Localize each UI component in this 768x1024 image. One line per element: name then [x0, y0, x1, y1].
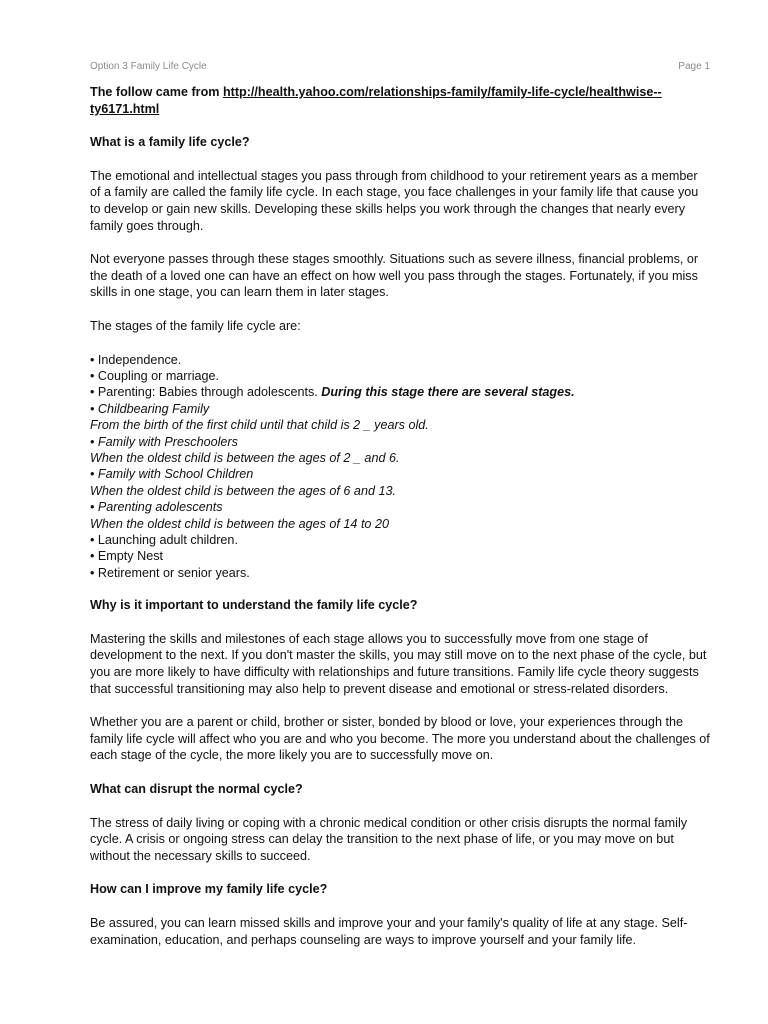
list-item	[90, 384, 710, 400]
header-title: Option 3 Family Life Cycle	[90, 61, 207, 72]
sub-list-description: From the birth of the first child until that child is 2 _ years old.	[90, 418, 429, 433]
paragraph-2: Not everyone passes through these stages smoothly. Situations such as severe illness, financial problems, or the death of a loved one can have an effect on how well you pass through the stages. Fortunately, if you miss skills in one stage, you can learn them in later stages.	[90, 252, 699, 300]
source-prefix: The follow came from	[90, 85, 223, 99]
source-link[interactable]: http://health.yahoo.com/relationships-family/family-life-cycle/healthwise--ty6171.html	[90, 85, 662, 116]
paragraph-6: The stress of daily living or coping with a chronic medical condition or other crisis disrupts the normal family cycle. A crisis or ongoing stress can delay the transition to the next phase of life, or you may move on but without the necessary skills to succeed.	[90, 815, 688, 863]
question-heading-1: What is a family life cycle?	[90, 135, 250, 150]
list-item: • Independence.	[90, 352, 182, 367]
document-page	[90, 58, 710, 965]
list-item-emphasis: During this stage there are several stages.	[321, 385, 575, 400]
source-line	[90, 84, 710, 117]
list-item: • Empty Nest	[90, 549, 163, 564]
paragraph-3: The stages of the family life cycle are:	[90, 318, 301, 333]
sub-list-item: • Family with School Children	[90, 467, 254, 482]
sub-list-description: When the oldest child is between the ages of 14 to 20	[90, 516, 389, 531]
list-item-text: • Parenting: Babies through adolescents.	[90, 385, 322, 400]
paragraph-5: Whether you are a parent or child, brother or sister, bonded by blood or love, your experiences through the family life cycle will affect who you are and who you become. The more you understand about the challenges of each stage of the cycle, the more likely you are to successfully move on.	[90, 715, 710, 763]
running-header	[90, 58, 710, 76]
page-number: Page 1	[678, 61, 710, 72]
sub-list-item: • Parenting adolescents	[90, 500, 223, 515]
question-heading-2: Why is it important to understand the family life cycle?	[90, 598, 418, 613]
list-item: • Launching adult children.	[90, 533, 238, 547]
list-item: • Retirement or senior years.	[90, 565, 250, 580]
sub-list-description: When the oldest child is between the ages of 2 _ and 6.	[90, 450, 400, 465]
paragraph-1: The emotional and intellectual stages you pass through from childhood to your retirement years as a member of a family are called the family life cycle. In each stage, you face challenges in your family life that cause you to develop or gain new skills. Developing these skills helps you work through the changes that nearly every family goes through.	[90, 168, 699, 233]
sub-list-item: • Childbearing Family	[90, 401, 210, 416]
question-heading-3: What can disrupt the normal cycle?	[90, 781, 303, 796]
sub-list-description: When the oldest child is between the ages of 6 and 13.	[90, 483, 396, 498]
sub-list-item: • Family with Preschoolers	[90, 434, 238, 449]
question-heading-4: How can I improve my family life cycle?	[90, 882, 328, 897]
paragraph-7: Be assured, you can learn missed skills and improve your and your family's quality of life at any stage. Self-examination, education, and perhaps counseling are ways to improve yourself and your family life.	[90, 915, 688, 947]
stages-list	[90, 352, 710, 582]
list-item: • Coupling or marriage.	[90, 368, 220, 383]
paragraph-4: Mastering the skills and milestones of each stage allows you to successfully move from one stage of development to the next. If you don't master the skills, you may still move on to the next phase of the cycle, but you are more likely to have difficulty with relationships and future transitions. Family life cycle theory suggests that successful transitioning may also help to prevent disease and emotional or stress-related disorders.	[90, 631, 707, 696]
